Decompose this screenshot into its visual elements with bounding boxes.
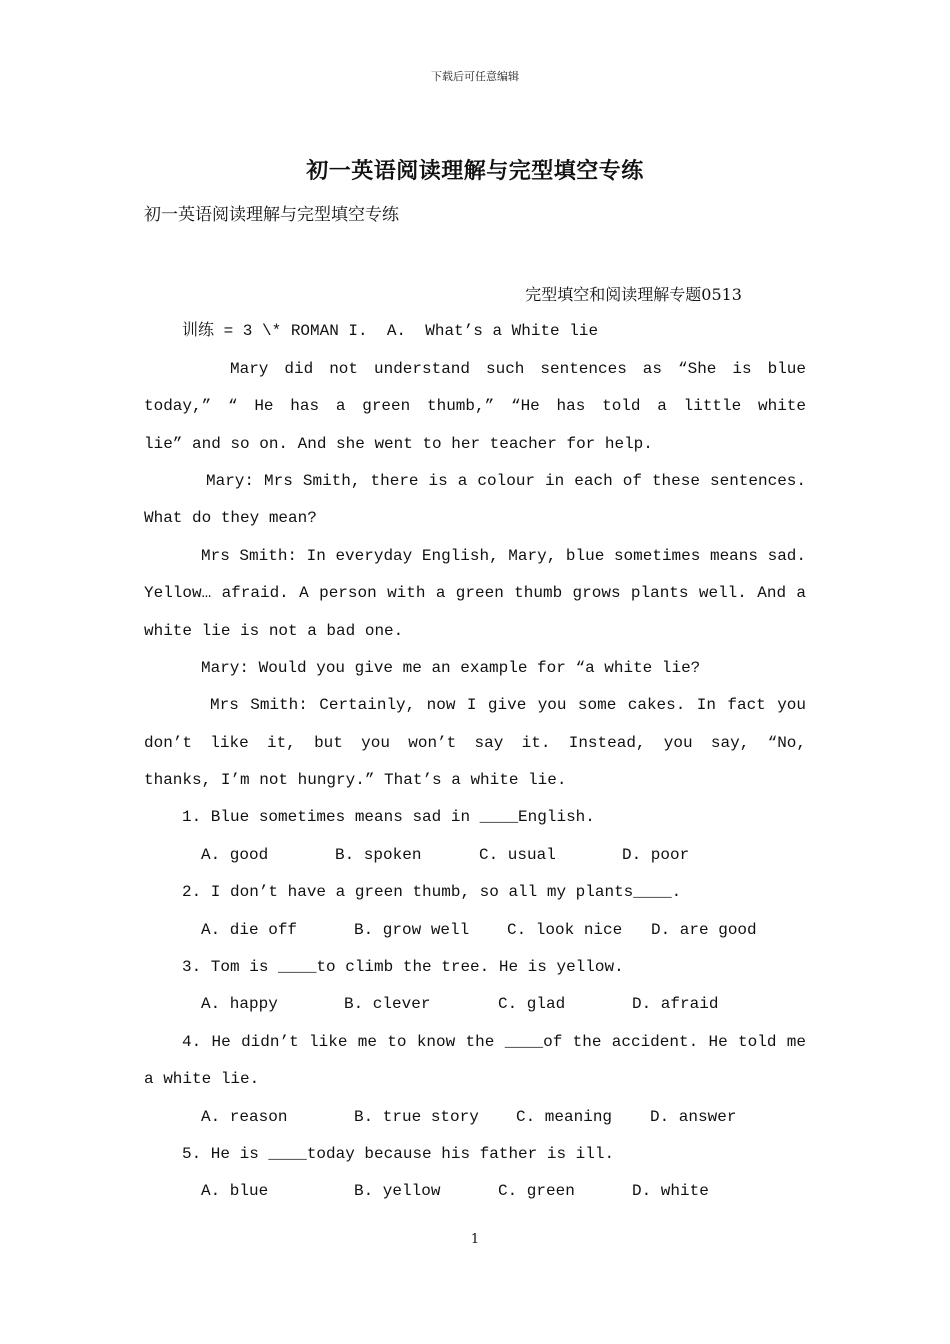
question-3-options: [144, 986, 806, 1023]
option-a: A. happy: [201, 995, 278, 1014]
passage-line: What do they mean?: [144, 509, 317, 528]
document-body: [144, 276, 806, 1211]
question-2: 2. I don’t have a green thumb, so all my plants____.: [182, 883, 682, 902]
passage-line: white lie is not a bad one.: [144, 621, 404, 640]
question-1: 1. Blue sometimes means sad in ____English.: [182, 808, 595, 827]
header-note: 下载后可任意编辑: [431, 70, 519, 83]
question-1-options: [144, 837, 806, 874]
option-b: B. clever: [344, 995, 431, 1014]
option-d: D. poor: [622, 845, 690, 864]
training-line: 训练 = 3 \* ROMAN I. A. What’s a White lie: [182, 322, 599, 341]
option-a: A. reason: [201, 1107, 288, 1126]
option-c: C. look nice: [507, 920, 623, 939]
passage-line: today,” “ He has a green thumb,” “He has told a little white: [144, 397, 806, 416]
document-title: 初一英语阅读理解与完型填空专练: [306, 158, 644, 184]
option-c: C. glad: [498, 995, 566, 1014]
option-b: B. true story: [354, 1107, 479, 1126]
passage-line: thanks, I’m not hungry.” That’s a white lie.: [144, 771, 567, 790]
option-a: A. good: [201, 845, 269, 864]
passage-line: Mary: Would you give me an example for “a white lie?: [201, 658, 701, 677]
option-d: D. are good: [651, 920, 757, 939]
passage-line: Mary: Mrs Smith, there is a colour in each of these sentences.: [206, 471, 806, 490]
option-b: B. yellow: [354, 1182, 441, 1201]
passage-line: Mrs Smith: In everyday English, Mary, blue sometimes means sad.: [201, 546, 806, 565]
option-d: D. afraid: [632, 995, 719, 1014]
option-b: B. grow well: [354, 920, 470, 939]
question-5: 5. He is ____today because his father is ill.: [182, 1144, 615, 1163]
document-subtitle: 初一英语阅读理解与完型填空专练: [144, 205, 399, 225]
page-number: 1: [470, 1232, 480, 1247]
question-2-options: [144, 912, 806, 949]
option-c: C. usual: [479, 845, 556, 864]
passage-line: don’t like it, but you won’t say it. Instead, you say, “No,: [144, 733, 806, 752]
passage-line: lie” and so on. And she went to her teacher for help.: [144, 434, 653, 453]
passage-line: Yellow… afraid. A person with a green thumb grows plants well. And a: [144, 584, 806, 603]
question-4-continued: a white lie.: [144, 1070, 260, 1089]
passage-line: Mary did not understand such sentences as “She is blue: [230, 359, 806, 378]
question-4: 4. He didn’t like me to know the ____of the accident. He told me: [182, 1032, 806, 1051]
passage-line: Mrs Smith: Certainly, now I give you some cakes. In fact you: [210, 696, 806, 715]
option-d: D. white: [632, 1182, 709, 1201]
option-a: A. die off: [201, 920, 298, 939]
option-c: C. meaning: [516, 1107, 613, 1126]
option-d: D. answer: [650, 1107, 737, 1126]
question-5-options: [144, 1173, 806, 1210]
question-3: 3. Tom is ____to climb the tree. He is yellow.: [182, 958, 624, 977]
option-c: C. green: [498, 1182, 575, 1201]
section-heading: 完型填空和阅读理解专题0513: [525, 285, 742, 304]
question-4-options: [144, 1099, 806, 1136]
option-b: B. spoken: [335, 845, 422, 864]
option-a: A. blue: [201, 1182, 269, 1201]
